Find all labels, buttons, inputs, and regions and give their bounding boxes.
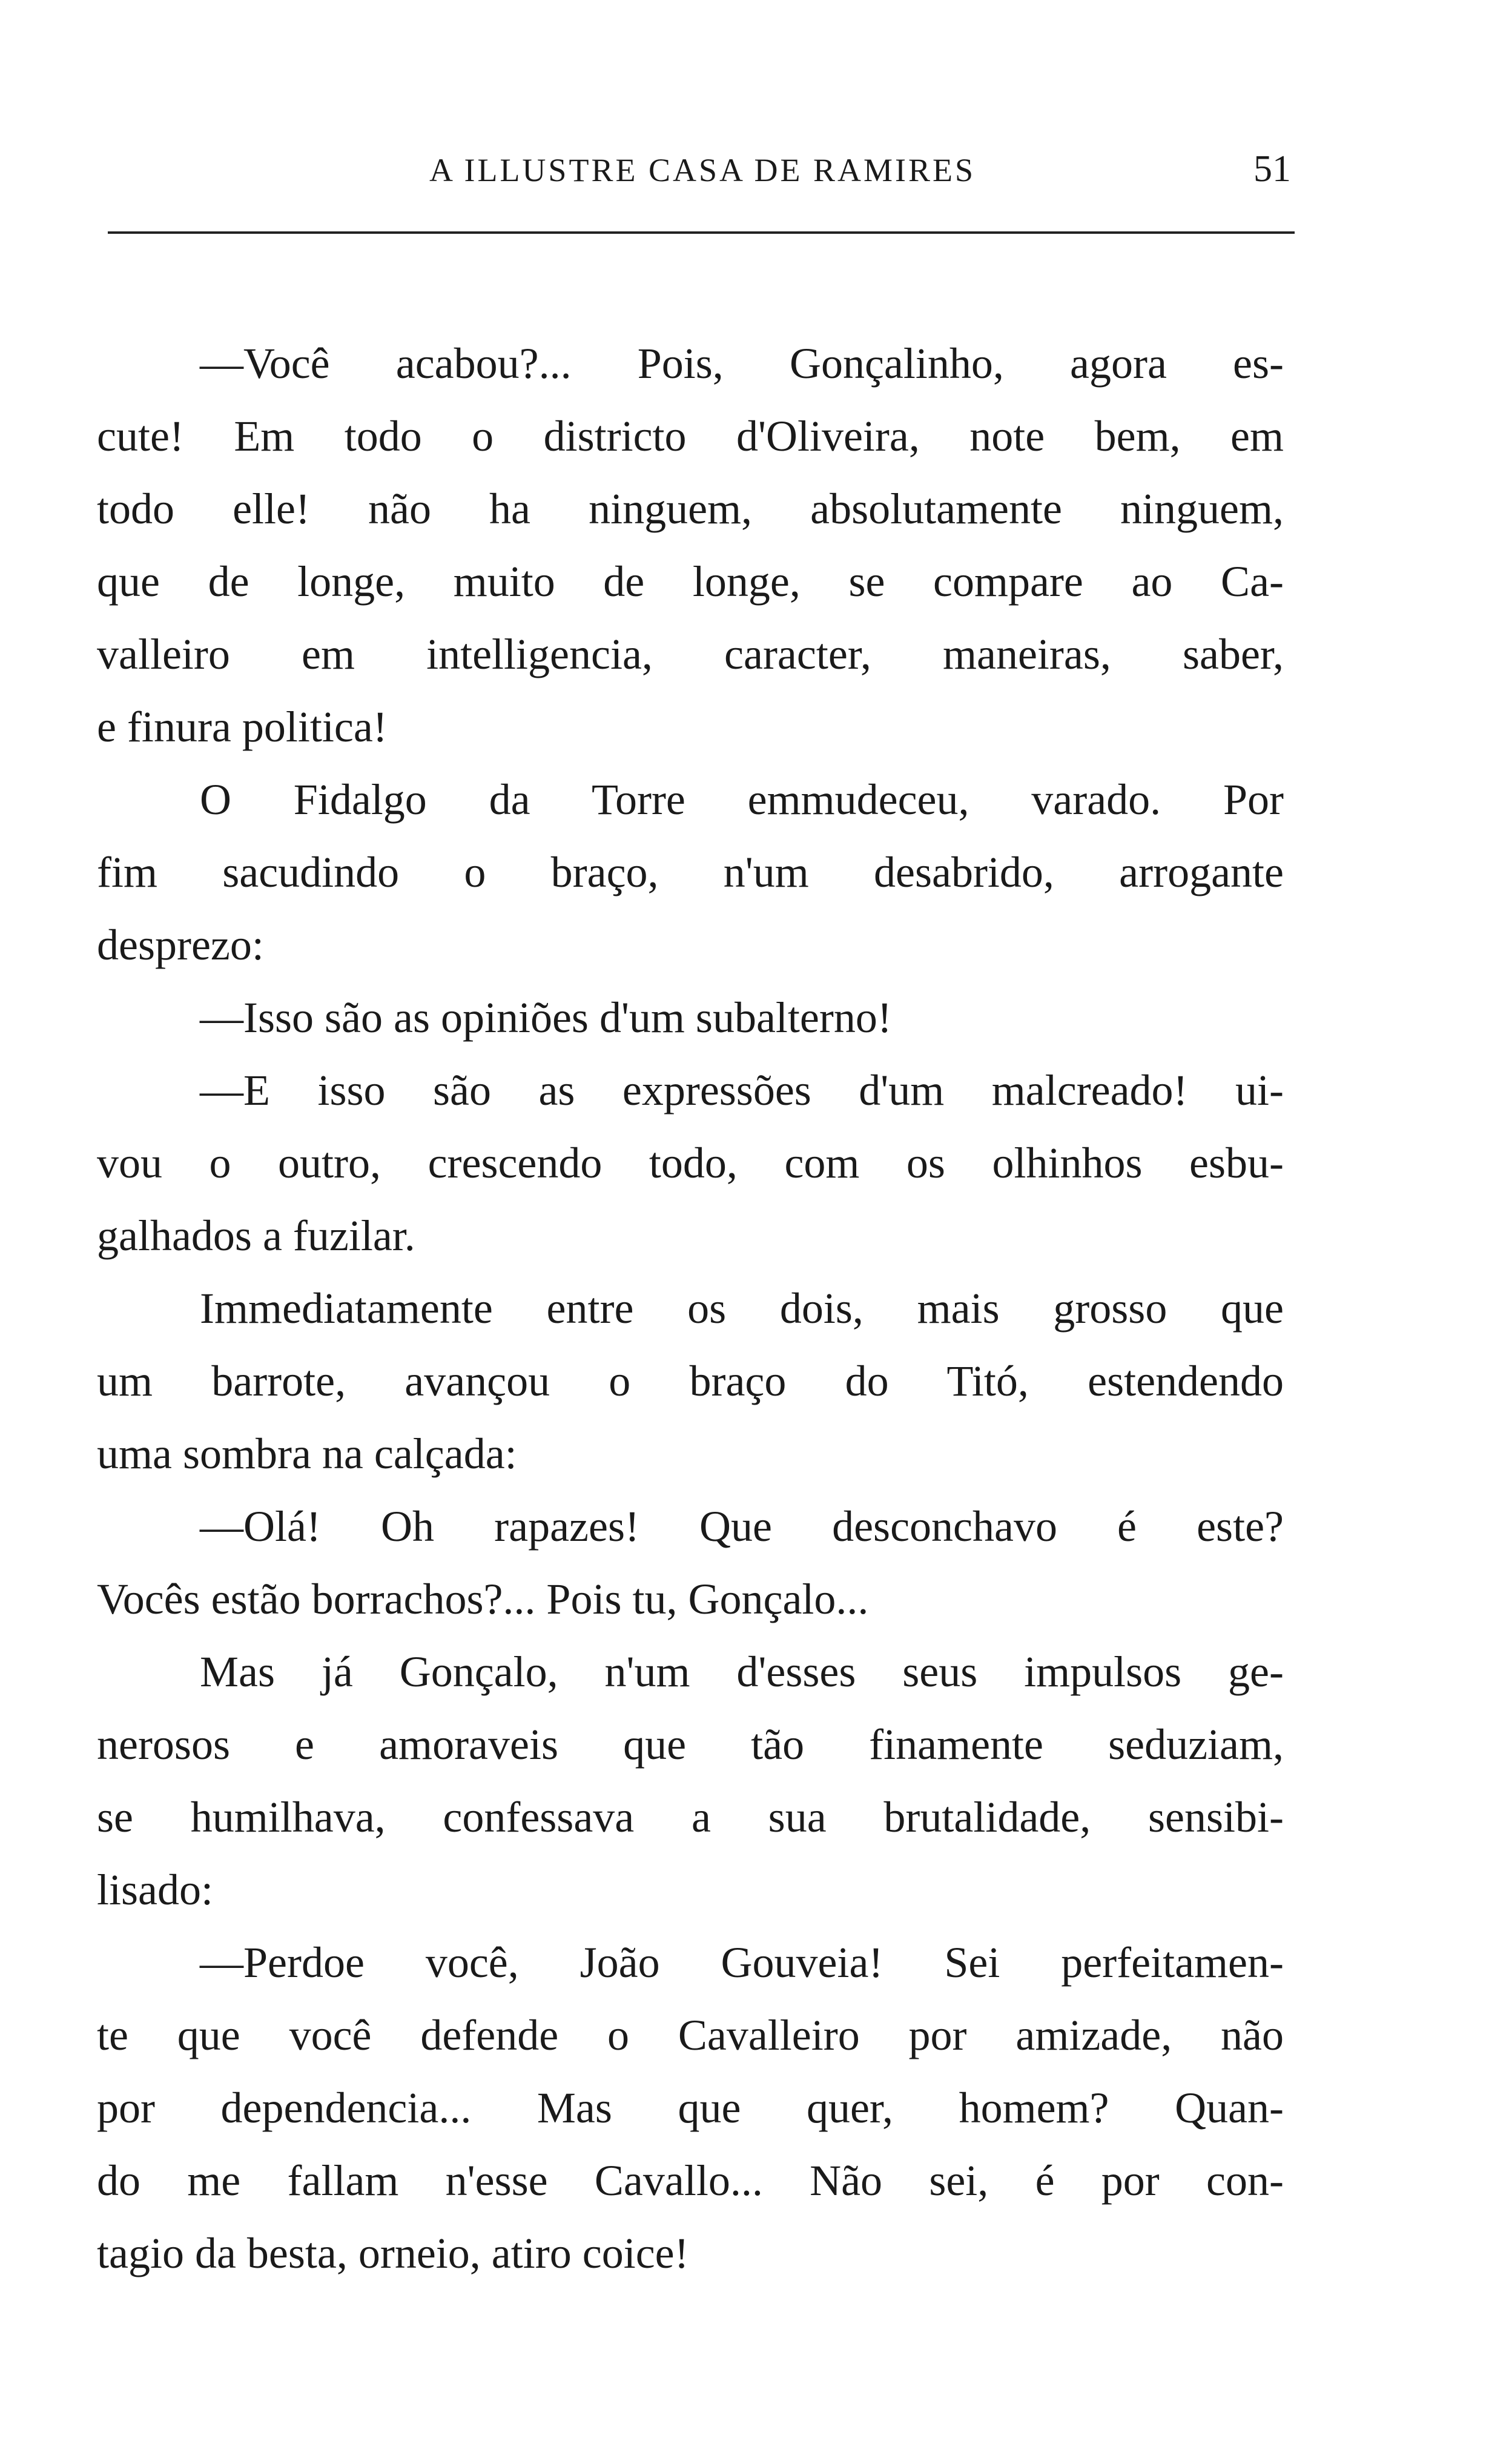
text-line: valleiro em intelligencia, caracter, maneiras, saber, (97, 630, 1284, 678)
text-line: vou o outro, crescendo todo, com os olhinhos esbu- (97, 1139, 1284, 1187)
text-line: nerosos e amoraveis que tão finamente seduziam, (97, 1720, 1284, 1769)
text-line: desprezo: (97, 921, 264, 969)
text-line: O Fidalgo da Torre emmudeceu, varado. Por (200, 775, 1284, 824)
text-line: por dependencia... Mas que quer, homem? Quan- (97, 2084, 1284, 2132)
text-line: galhados a fuzilar. (97, 1211, 415, 1260)
text-line: —Olá! Oh rapazes! Que desconchavo é este? (200, 1502, 1284, 1551)
page-number: 51 (1253, 148, 1291, 190)
text-line: te que você defende o Cavalleiro por amizade, não (97, 2011, 1284, 2059)
text-line: —Perdoe você, João Gouveia! Sei perfeitamen- (200, 1938, 1284, 1987)
running-title: A ILLUSTRE CASA DE RAMIRES (429, 152, 976, 188)
text-line: lisado: (97, 1866, 213, 1914)
text-line: —E isso são as expressões d'um malcreado! ui- (200, 1066, 1284, 1114)
text-line: cute! Em todo o districto d'Oliveira, note bem, em (97, 412, 1284, 460)
text-line: todo elle! não ha ninguem, absolutamente ninguem, (97, 485, 1284, 533)
text-line: —Isso são as opiniões d'um subalterno! (200, 993, 892, 1042)
text-line: que de longe, muito de longe, se compare ao Ca- (97, 557, 1284, 606)
text-line: um barrote, avançou o braço do Titó, estendendo (97, 1357, 1284, 1405)
text-line: fim sacudindo o braço, n'um desabrido, arrogante (97, 848, 1284, 896)
text-line: e finura politica! (97, 703, 388, 751)
text-line: do me fallam n'esse Cavallo... Não sei, é por con- (97, 2156, 1284, 2205)
text-line: tagio da besta, orneio, atiro coice! (97, 2229, 689, 2277)
text-line: uma sombra na calçada: (97, 1429, 517, 1478)
text-line: se humilhava, confessava a sua brutalidade, sensibi- (97, 1793, 1284, 1841)
running-head (103, 144, 1302, 199)
text-line: —Você acabou?... Pois, Gonçalinho, agora es- (200, 339, 1284, 388)
text-line: Vocês estão borrachos?... Pois tu, Gonçalo... (97, 1575, 869, 1623)
header-rule (108, 231, 1295, 234)
text-line: Immediatamente entre os dois, mais grosso que (200, 1284, 1284, 1333)
text-line: Mas já Gonçalo, n'um d'esses seus impulsos ge- (200, 1648, 1284, 1696)
body-text (97, 327, 1284, 2290)
